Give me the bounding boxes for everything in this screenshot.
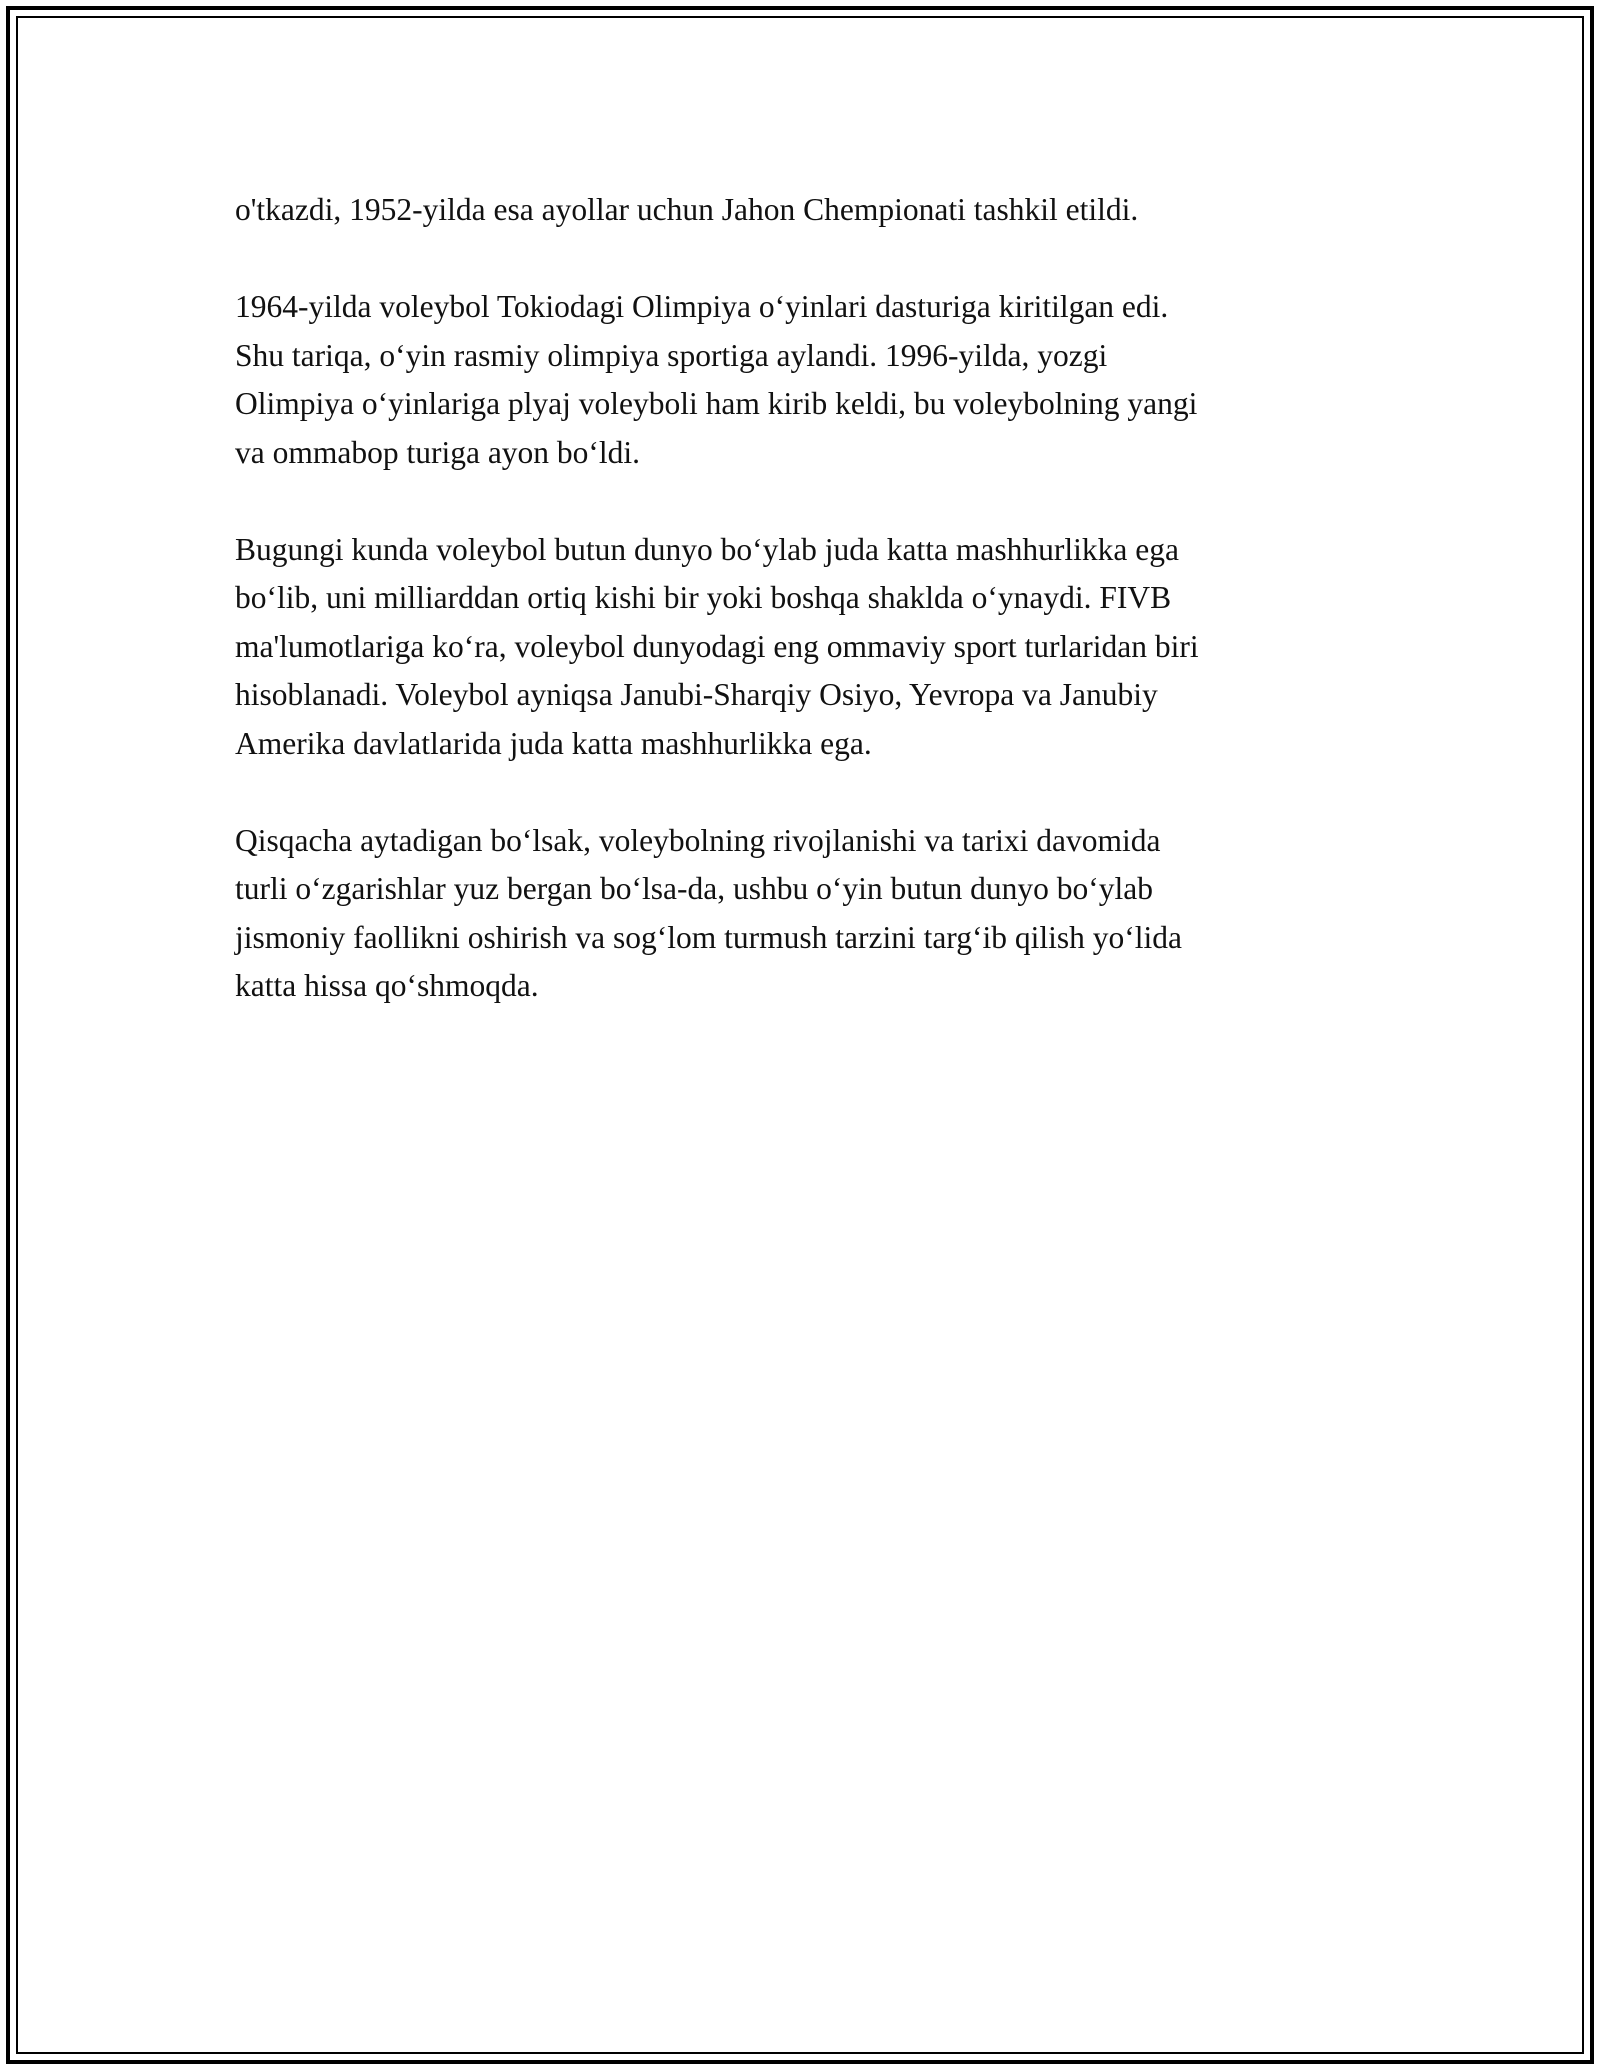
paragraph-1: o'tkazdi, 1952-yilda esa ayollar uchun Jahon Chempionati tashkil etildi. — [235, 192, 1139, 227]
document-body — [235, 186, 1385, 1059]
paragraph-4: Qisqacha aytadigan bo‘lsak, voleybolning rivojlanishi va tarixi davomida turli o‘zgarishlar yuz bergan bo‘lsa-da, ushbu o‘yin butun dunyo bo‘ylab jismoniy faollikni oshirish va sog‘lom turmush tarzini targ‘ib qilish yo‘lida katta hissa qo‘shmoqda. — [235, 822, 1182, 1003]
paragraph-3: Bugungi kunda voleybol butun dunyo bo‘ylab juda katta mashhurlikka ega bo‘lib, uni milliarddan ortiq kishi bir yoki boshqa shaklda o‘ynaydi. FIVB ma'lumotlariga ko‘ra, voleybol dunyodagi eng ommaviy sport turlaridan biri hisoblanadi. Voleybol ayniqsa Janubi-Sharqiy Osiyo, Yevropa va Janubiy Amerika davlatlarida juda katta mashhurlikka ega. — [235, 531, 1199, 761]
paragraph-2: 1964-yilda voleybol Tokiodagi Olimpiya o‘yinlari dasturiga kiritilgan edi. Shu tariqa, o‘yin rasmiy olimpiya sportiga aylandi. 1996-yilda, yozgi Olimpiya o‘yinlariga plyaj voleyboli ham kirib keldi, bu voleybolning yangi va ommabop turiga ayon bo‘ldi. — [235, 289, 1198, 470]
